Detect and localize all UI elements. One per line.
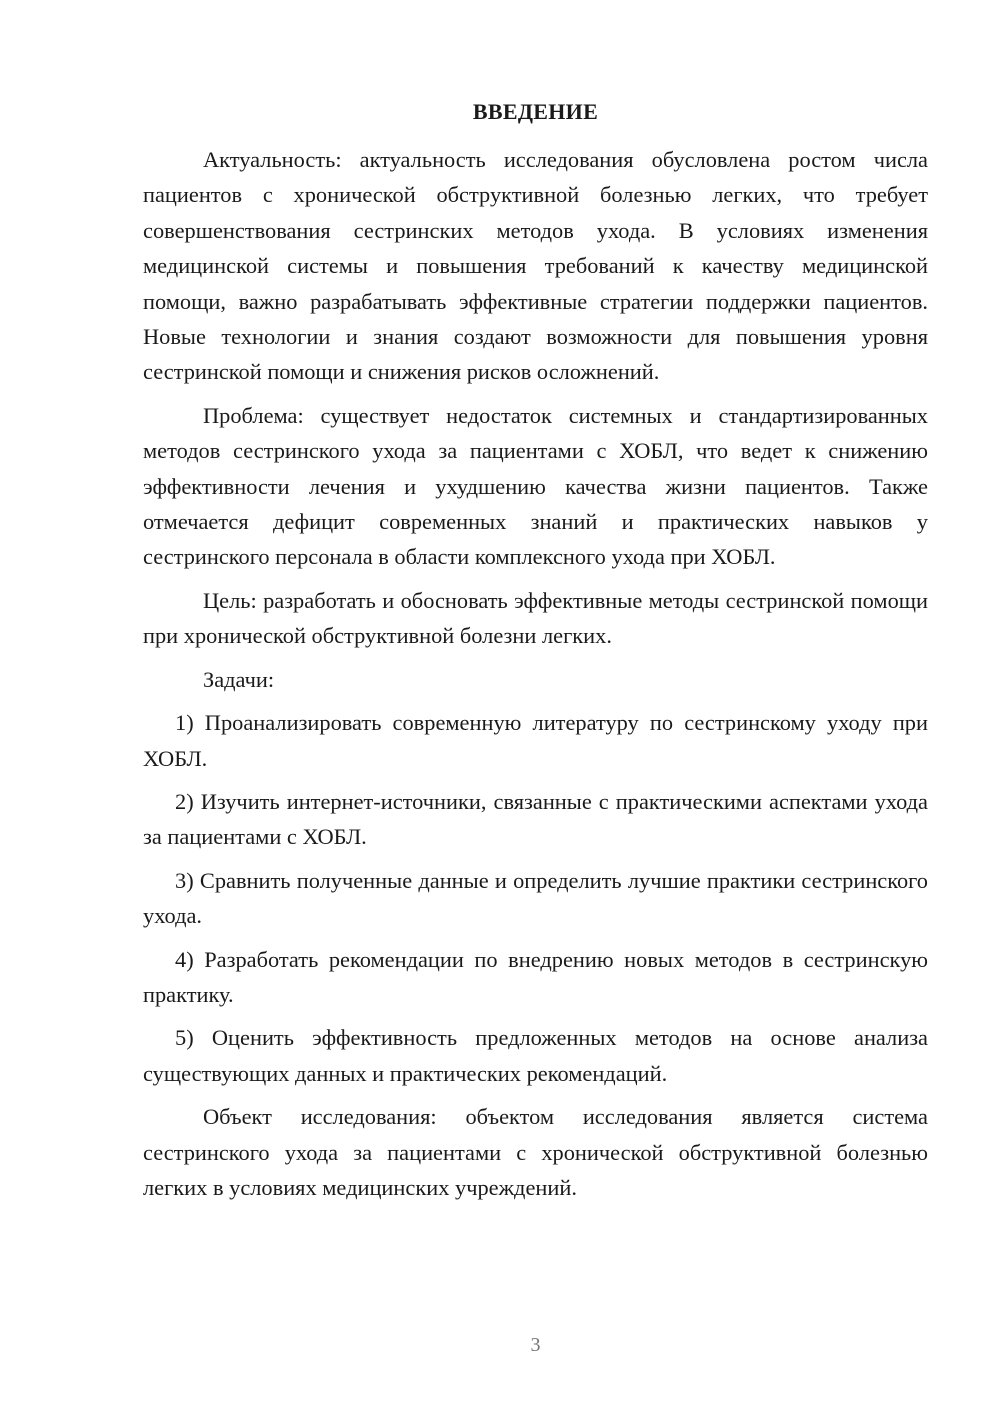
page-number: 3 <box>530 1334 541 1356</box>
section-title: ВВЕДЕНИЕ <box>472 99 599 124</box>
paragraph-relevance: Актуальность: актуальность исследования обусловлена ростом числа пациентов с хронической обструктивной болезнью легких, что требует совершенствования сестринских методов ухода. В условиях изменения медицинской системы и повышения требований к качеству медицинской помощи, важно разрабатывать эффективные стратегии поддержки пациентов. Новые технологии и знания создают возможности для повышения уровня сестринской помощи и снижения рисков осложнений. <box>143 147 928 385</box>
task-item-3: 3) Сравнить полученные данные и определить лучшие практики сестринского ухода. <box>143 867 928 929</box>
paragraph-goal: Цель: разработать и обосновать эффективные методы сестринской помощи при хронической обструктивной болезни легких. <box>143 587 928 649</box>
task-item-1: 1) Проанализировать современную литературу по сестринскому уходу при ХОБЛ. <box>143 710 928 771</box>
document-body <box>143 142 928 1213</box>
paragraph-tasks-heading: Задачи: <box>203 666 275 692</box>
task-item-4: 4) Разработать рекомендации по внедрению новых методов в сестринскую практику. <box>143 946 928 1007</box>
paragraph-problem: Проблема: существует недостаток системных и стандартизированных методов сестринского ухода за пациентами с ХОБЛ, что ведет к снижению эффективности лечения и ухудшению качества жизни пациентов. Также отмечается дефицит современных знаний и практических навыков у сестринского персонала в области комплексного ухода при ХОБЛ. <box>143 402 928 570</box>
paragraph-research-object: Объект исследования: объектом исследования является система сестринского ухода за пациентами с хронической обструктивной болезнью легких в условиях медицинских учреждений. <box>143 1104 928 1200</box>
task-item-2: 2) Изучить интернет-источники, связанные с практическими аспектами ухода за пациентами с ХОБЛ. <box>143 788 928 850</box>
task-item-5: 5) Оценить эффективность предложенных методов на основе анализа существующих данных и практических рекомендаций. <box>143 1025 928 1086</box>
